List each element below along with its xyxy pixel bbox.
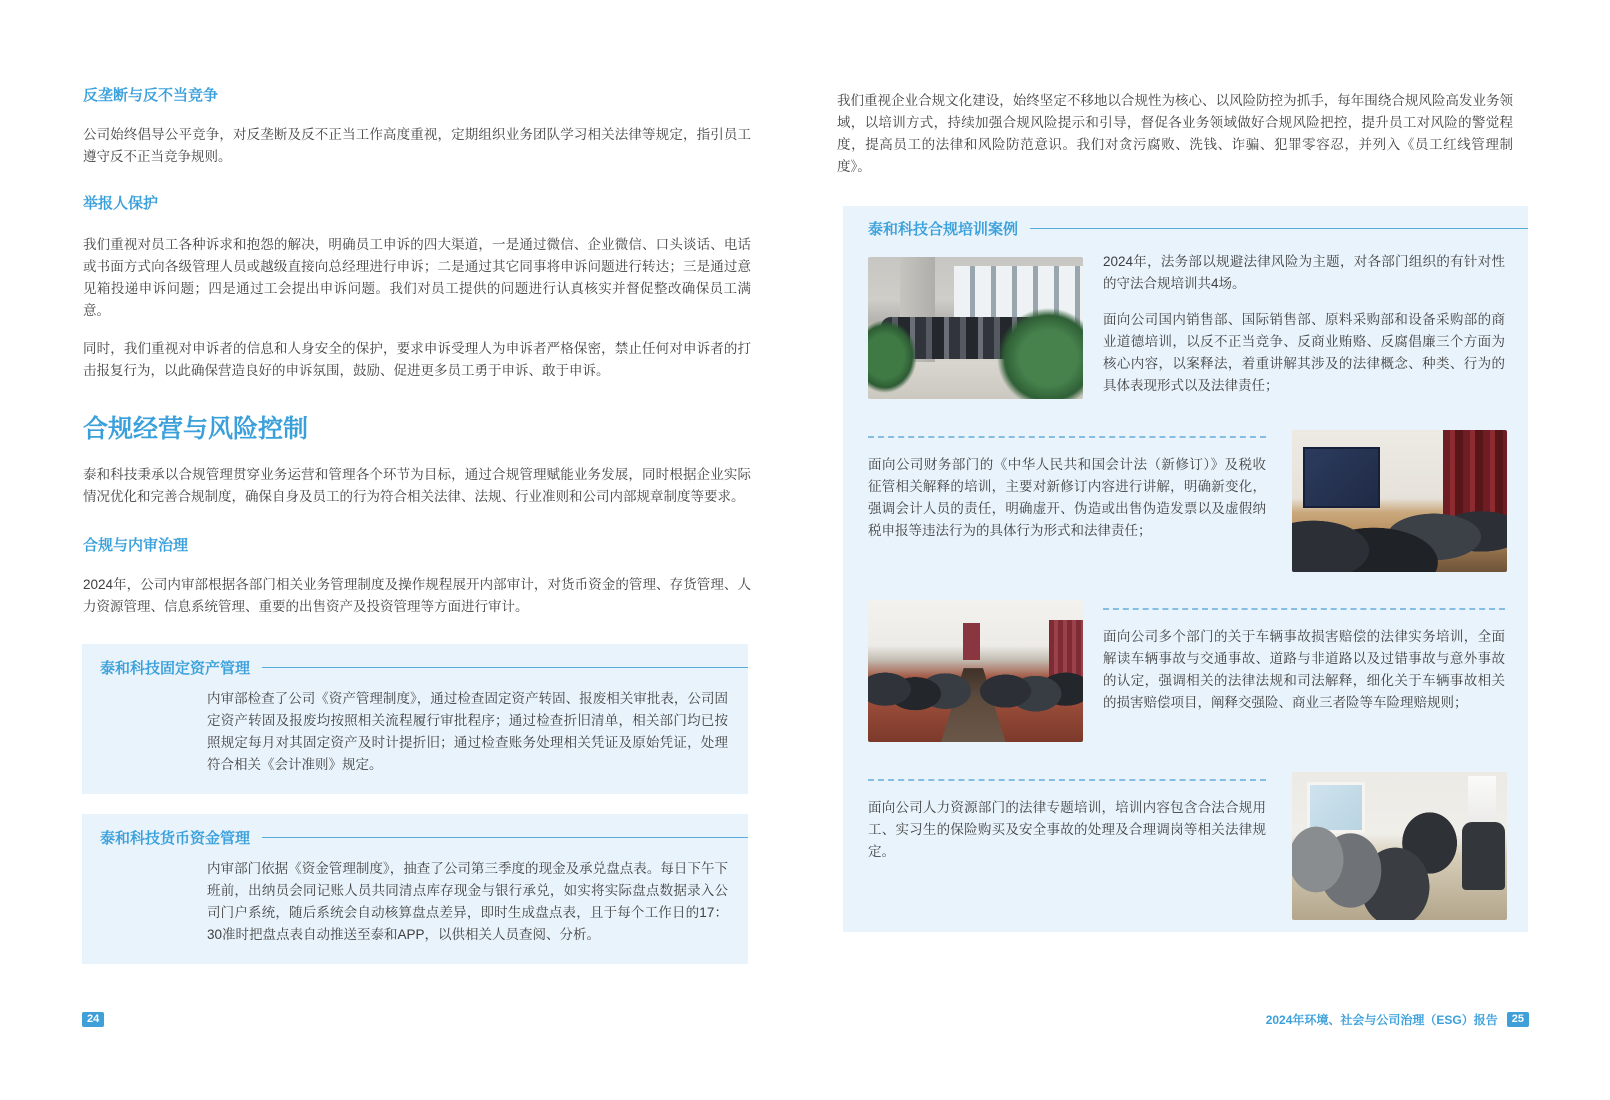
- fixed-asset-callout-body: 内审部检查了公司《资产管理制度》，通过检查固定资产转固、报废相关审批表，公司固定资产转固及报废均按照相关流程履行审批程序；通过检查折旧清单，相关部门均已按照规定每月对其固定资产及时计提折旧；通过检查账务处理相关凭证及原始凭证，处理符合相关《会计准则》规定。: [207, 691, 728, 772]
- seated-attendees-shape: [868, 654, 1083, 718]
- compliance-training-case-box: [843, 206, 1528, 932]
- internal-audit-paragraph: 2024年，公司内审部根据各部门相关业务管理制度及操作规程展开内部审计，对货币资金的管理、存货管理、人力资源管理、信息系统管理、重要的出售资产及投资管理等方面进行审计。: [83, 577, 751, 614]
- training-block-2-text: [868, 436, 1266, 542]
- case-box-title-row: [868, 218, 1528, 239]
- training-block-3-paragraph: 面向公司多个部门的关于车辆事故损害赔偿的法律实务培训，全面解读车辆事故与交通事故、道路与非道路以及过错事故与意外事故的认定，强调相关的法律法规和司法解释，细化关于车辆事故相关的损害赔偿项目，阐释交强险、商业三者险等车险理赔规则；: [1103, 629, 1505, 710]
- anti-monopoly-paragraph: 公司始终倡导公平竞争，对反垄断及反不正当工作高度重视，定期组织业务团队学习相关法律等规定，指引员工遵守反不正当竞争规则。: [83, 127, 751, 164]
- case-box-title: 泰和科技合规培训案例: [868, 221, 1019, 238]
- whistleblower-paragraph-2: 同时，我们重视对申诉者的信息和人身安全的保护，要求申诉受理人为申诉者严格保密，禁止任何对申诉者的打击报复行为，以此确保营造良好的申诉氛围，鼓励、促进更多员工勇于申诉、敢于申诉。: [83, 341, 751, 378]
- compliance-culture-paragraph: 我们重视企业合规文化建设，始终坚定不移地以合规性为核心、以风险防控为抓手，每年围绕合规风险高发业务领域，以培训方式，持续加强合规风险提示和引导，督促各业务领域做好合规风险把控，提升员工对风险的警觉程度，提高员工的法律和风险防范意识。我们对贪污腐败、洗钱、诈骗、犯罪零容忍，并列入《员工红线管理制度》。: [837, 93, 1513, 174]
- training-block-1-paragraph-1: 2024年，法务部以规避法律风险为主题，对各部门组织的有针对性的守法合规培训共4场。: [1103, 254, 1505, 291]
- cash-management-callout-title: 泰和科技货币资金管理: [100, 830, 251, 847]
- internal-audit-heading: 合规与内审治理: [83, 537, 189, 554]
- whistleblower-paragraph-1: 我们重视对员工各种诉求和抱怨的解决，明确员工申诉的四大渠道，一是通过微信、企业微信、口头谈话、电话或书面方式向各级管理人员或越级直接向总经理进行申诉；二是通过其它同事将申诉问题进行转达；三是通过意见箱投递申诉问题；四是通过工会提出申诉问题。我们对员工提供的问题进行认真核实并督促整改确保员工满意。: [83, 237, 751, 318]
- training-block-1-paragraph-2: 面向公司国内销售部、国际销售部、原料采购部和设备采购部的商业道德培训，以反不正当竞争、反商业贿赂、反腐倡廉三个方面为核心内容，以案释法，着重讲解其涉及的法律概念、种类、行为的具体表现形式以及法律责任；: [1103, 312, 1505, 393]
- report-title: 2024年环境、社会与公司治理（ESG）报告: [1265, 1013, 1498, 1027]
- cash-management-callout-body: 内审部门依据《资金管理制度》，抽查了公司第三季度的现金及承兑盘点表。每日下午下班前，出纳员会同记账人员共同清点库存现金与银行承兑，如实将实际盘点数据录入公司门户系统，随后系统会自动核算盘点差异，即时生成盘点表，且于每个工作日的17：30准时把盘点表自动推送至泰和APP，以供相关人员查阅、分析。: [207, 861, 728, 942]
- office-compliance-training-photo: [868, 257, 1083, 399]
- page-number-right: 25: [1507, 1012, 1529, 1027]
- training-block-3-text: [1103, 608, 1505, 714]
- office-chair-shape: [1462, 822, 1505, 890]
- training-block-2-paragraph: 面向公司财务部门的《中华人民共和国会计法（新修订）》及税收征管相关解释的培训，主要对新修订内容进行讲解，明确新变化，强调会计人员的责任，明确虚开、伪造或出售伪造发票以及虚假纳税申报等违法行为的具体行为形式和法律责任；: [868, 457, 1266, 538]
- whistleblower-heading: 举报人保护: [83, 195, 159, 212]
- title-rule-line: [1030, 228, 1528, 229]
- finance-tax-training-photo: [1292, 430, 1507, 572]
- seated-staff-shape: [1292, 810, 1464, 920]
- training-block-4-text: [868, 779, 1266, 863]
- page-number-left: 24: [82, 1012, 104, 1027]
- fixed-asset-callout-title: 泰和科技固定资产管理: [100, 660, 251, 677]
- report-footer: [1266, 1011, 1529, 1028]
- vehicle-accident-law-training-photo: [868, 600, 1083, 742]
- plant-left-shape: [868, 320, 917, 394]
- training-block-4-paragraph: 面向公司人力资源部门的法律专题培训，培训内容包含合法合规用工、实习生的保险购买及安全事故的处理及合理调岗等相关法律规定。: [868, 800, 1266, 859]
- compliance-risk-heading: 合规经营与风险控制: [83, 415, 309, 443]
- training-block-1-text: [1103, 251, 1505, 397]
- seated-attendees-shape: [1292, 494, 1507, 572]
- plant-right-shape: [997, 308, 1083, 399]
- compliance-risk-paragraph: 泰和科技秉承以合规管理贯穿业务运营和管理各个环节为目标，通过合规管理赋能业务发展，同时根据企业实际情况优化和完善合规制度，确保自身及员工的行为符合相关法律、法规、行业准则和公司内部规章制度等要求。: [83, 467, 751, 504]
- hr-legal-training-photo: [1292, 772, 1507, 920]
- anti-monopoly-heading: 反垄断与反不当竞争: [83, 87, 219, 104]
